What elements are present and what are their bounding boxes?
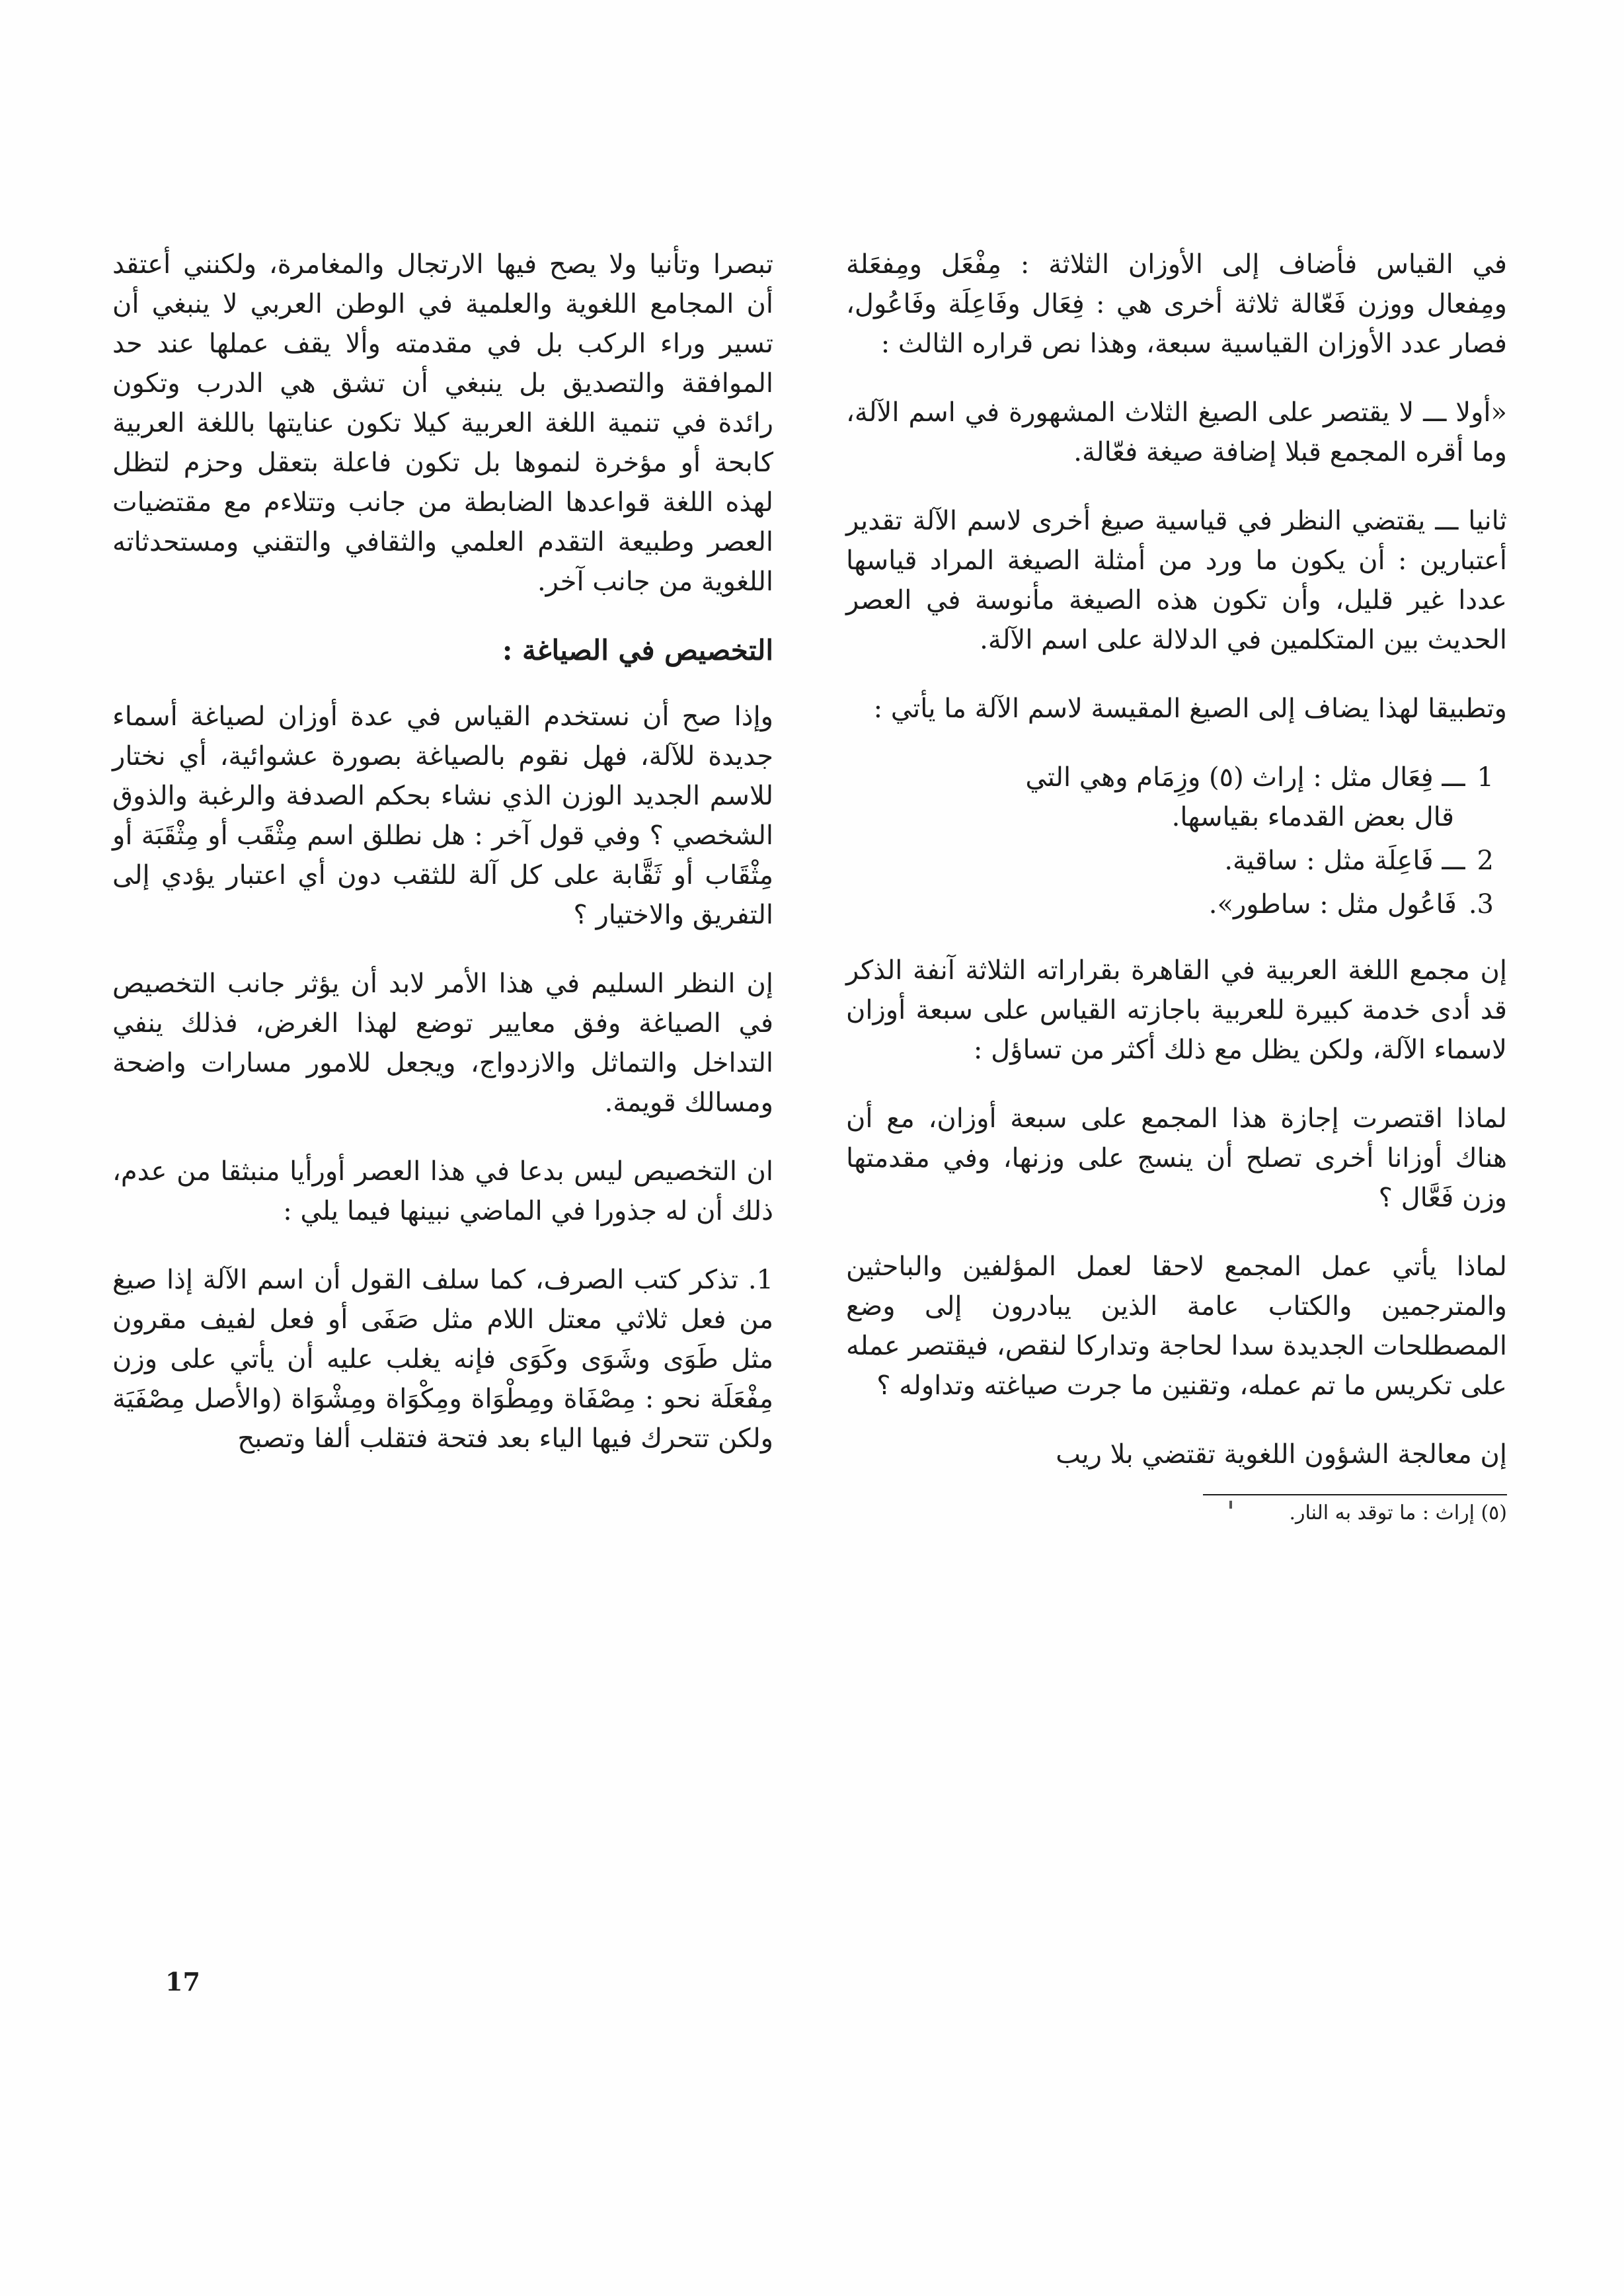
list-item-text: ـــ فِعَال مثل : إراث (٥) وزِمَام وهي التي [1025,762,1465,793]
paragraph: ان التخصيص ليس بدعا في هذا العصر أورأيا منبثقا من عدم، ذلك أن له جذورا في الماضي نبينها فيما يلي : [112,1156,773,1226]
list-item-number: 3. [1468,889,1494,920]
paragraph: وتطبيقا لهذا يضاف إلى الصيغ المقيسة لاسم الآلة ما يأتي : [873,693,1507,724]
footnote: (٥) إراث : ما توقد به النار. [1289,1501,1507,1524]
paragraph: تبصرا وتأنيا ولا يصح فيها الارتجال والمغامرة، ولكنني أعتقد أن المجامع اللغوية والعلمية في الوطن العربي لا ينبغي أن تسير وراء الركب بل في مقدمته وألا يقف عملها عند حد الموافقة والتصديق بل ينبغي أن تشق هي الدرب وتكون رائدة في تنمية اللغة العربية كيلا تكون عنايتها باللغة العربية كابحة أو مؤخرة لنموها بل تكون فاعلة بتعقل وحزم لتظل لهذه اللغة قواعدها الضابطة من جانب وتتلاءم مع مقتضيات العصر وطبيعة التقدم العلمي والثقافي والتقني ومستحدثاته اللغوية من جانب آخر. [112,249,774,597]
list-item [846,758,1494,837]
paragraph: في القياس فأضاف إلى الأوزان الثلاثة : مِفْعَل ومِفعَلة ومِفعال ووزن فَعّالة ثلاثة أخرى هي : فِعَال وفَاعِلَة وفَاعُول، فصار عدد الأوزان القياسية سبعة، وهذا نص قراره الثالث : [846,249,1508,359]
page-number: 17 [165,1967,200,1997]
list-item [846,841,1494,881]
paragraph: «أولا ـــ لا يقتصر على الصيغ الثلاث المشهورة في اسم الآلة، وما أقره المجمع قبلا إضافة صيغة فعّالة. [846,397,1507,467]
paragraph: ثانيا ـــ يقتضي النظر في قياسية صيغ أخرى لاسم الآلة تقدير أعتبارين : أن يكون ما ورد من أمثلة الصيغة المراد قياسها عددا غير قليل، وأن تكون هذه الصيغة مأنوسة في العصر الحديث بين المتكلمين في الدلالة على اسم الآلة. [846,506,1507,655]
paragraph: إن النظر السليم في هذا الأمر لابد أن يؤثر جانب التخصيص في الصياغة وفق معايير توضع لهذا الغرض، فذلك ينفي التداخل والتماثل والازدواج، ويجعل للامور مسارات واضحة ومسالك قويمة. [112,969,773,1118]
scan-speck [1229,1501,1232,1509]
list-item [846,885,1494,924]
section-heading: التخصيص في الصياغة : [502,634,773,666]
list-item-continuation: قال بعض القدماء بقياسها. [1171,802,1454,832]
list-item-number: 1 [1477,762,1494,793]
list-item-text: فَاعُول مثل : ساطور». [1208,889,1457,920]
paragraph: لماذا اقتصرت إجازة هذا المجمع على سبعة أوزان، مع أن هناك أوزانا أخرى تصلح أن ينسج على وزنها، وفي مقدمتها وزن فَعَّال ؟ [846,1103,1507,1213]
paragraph: وإذا صح أن نستخدم القياس في عدة أوزان لصياغة أسماء جديدة للآلة، فهل نقوم بالصياغة بصورة عشوائية، أي نختار للاسم الجديد الوزن الذي نشاء بحكم الصدفة والرغبة والذوق الشخصي ؟ وفي قول آخر : هل نطلق اسم مِثْقَب أو مِثْقَبَة أو مِثْقَاب أو ثَقَّابة على كل آلة للثقب دون أي اعتبار يؤدي إلى التفريق والاختيار ؟ [112,701,773,930]
list-item-text: ـــ فَاعِلَة مثل : ساقية. [1224,846,1465,876]
left-column [112,245,773,1487]
paragraph: إن معالجة الشؤون اللغوية تقتضي بلا ريب [1056,1439,1507,1470]
paragraph: 1. تذكر كتب الصرف، كما سلف القول أن اسم الآلة إذا صيغ من فعل ثلاثي معتل اللام مثل صَفَى أو فعل لفيف مقرون مثل طَوَى وشَوَى وكَوَى فإنه يغلب عليه أن يأتي على وزن مِفْعَلَة نحو : مِصْفَاة ومِطْوَاة ومِكْوَاة ومِشْوَاة (والأصل مِصْفَيَة ولكن تتحرك فيها الياء بعد فتحة فتقلب ألفا وتصبح [112,1265,773,1454]
footnote-divider [1203,1494,1507,1495]
paragraph: إن مجمع اللغة العربية في القاهرة بقراراته الثلاثة آنفة الذكر قد أدى خدمة كبيرة للعربية باجازته القياس على سبعة أوزان لاسماء الآلة، ولكن يظل مع ذلك أكثر من تساؤل : [846,955,1507,1065]
right-column [846,245,1507,1527]
paragraph: لماذا يأتي عمل المجمع لاحقا لعمل المؤلفين والباحثين والمترجمين والكتاب عامة الذين يبادرون إلى وضع المصطلحات الجديدة سدا لحاجة وتداركا لنقص، فيقتصر عمله على تكريس ما تم عمله، وتقنين ما جرت صياغته وتداوله ؟ [846,1251,1507,1401]
list-item-number: 2 [1477,846,1494,876]
numbered-list [846,758,1507,924]
